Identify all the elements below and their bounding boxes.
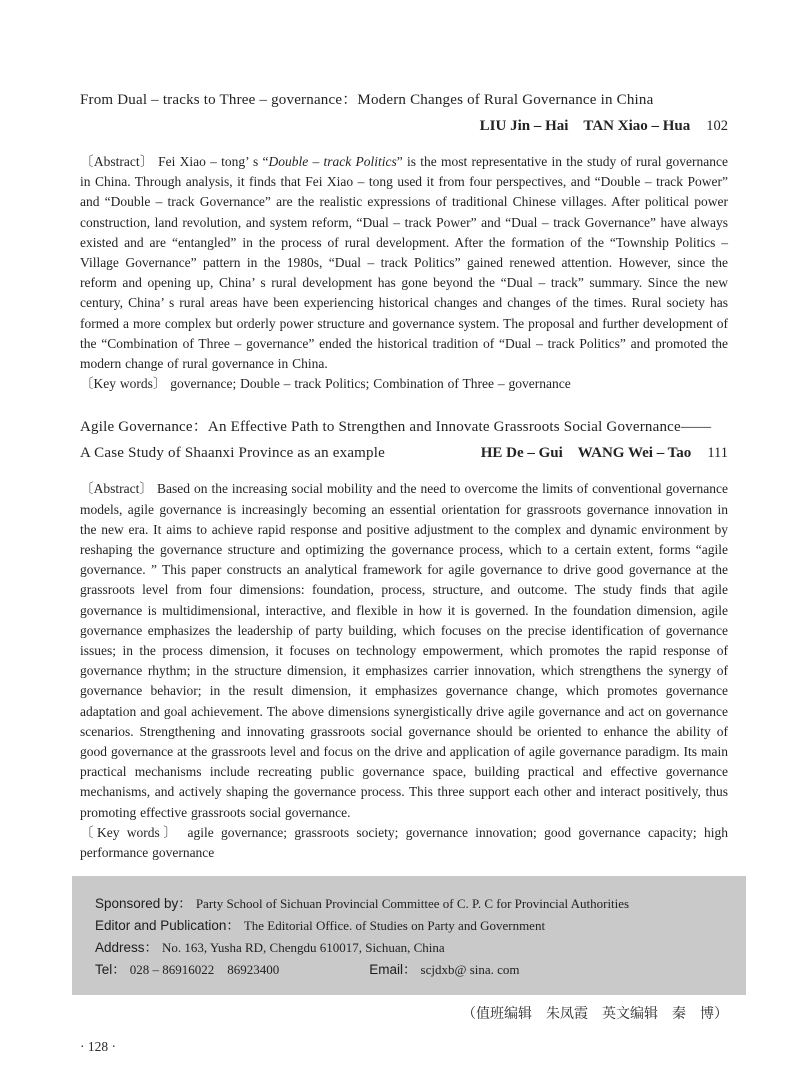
tel-value: 028 – 86916022 86923400 [129,961,280,977]
email-pair [369,959,519,981]
article-1-keywords: 〔Key words〕 governance; Double – track Politics; Combination of Three – governance [80,376,571,392]
article-2-author-names: HE De – Gui WANG Wei – Tao [480,445,692,462]
address-value: No. 163, Yusha RD, Chengdu 610017, Sichuan, China [162,939,445,955]
editor-publication-value: The Editorial Office. of Studies on Party and Government [243,918,546,934]
article-2-subtitle-authors-row [80,441,728,465]
article-1-page-ref: 102 [706,118,728,134]
sponsored-by-label: Sponsored by： [95,896,192,912]
sponsored-by-value: Party School of Sichuan Provincial Committee of C. P. C for Provincial Authorities [195,896,630,912]
article-2-authors-group [481,441,728,462]
publisher-info-box [72,876,746,995]
email-label: Email： [369,961,417,977]
address-row [95,937,722,959]
sponsored-by-row [95,893,722,915]
article-1-title: From Dual – tracks to Three – governance：Modern Changes of Rural Governance in China [80,92,654,108]
page-number: · 128 · [80,1039,116,1055]
article-1-authors-line [80,114,728,138]
tel-label: Tel： [95,961,126,977]
editor-publication-row [95,915,722,937]
tel-email-row [95,959,722,981]
article-2-subtitle: A Case Study of Shaanxi Province as an example [80,445,385,462]
tel-pair [95,959,279,981]
article-2 [80,415,728,863]
article-2-keywords: 〔Key words〕 agile governance; grassroots society; governance innovation; good governance capacity; high performance governance [80,824,728,861]
article-2-page-ref: 111 [707,445,728,462]
article-1 [80,88,728,394]
email-value: scjdxb@ sina. com [420,961,520,977]
editor-publication-label: Editor and Publication： [95,918,240,934]
article-1-abstract: 〔Abstract〕 Fei Xiao – tong’ s “Double – track Politics” is the most representative in the study of rural governance in China. Through analysis, it finds that Fei Xiao – tong used it from four perspectives, and “Double – track Power” and “Double – track Governance” are the realistic expressions of traditional Chinese villages. After political power construction, land revolution, and system reform, “Dual – track Power” and “Dual – track Governance” have always existed and are “entangled” in the process of rural development. After the formation of the “Township Politics – Village Governance” pattern in the 1980s, “Dual – track Politics” gained renewed attention. However, since the reform and opening up, China’ s rural development has gone beyond the “Dual – track” summary. Since the new century, China’ s rural areas have been experiencing historical changes and changes of the times. Rural society has formed a more complex but orderly power structure and governance system. The proposal and further development of the “Combination of Three – governance” ended the historical tradition of “Dual – track Politics” and promoted the modern change of rural governance in China. [80,154,728,372]
address-label: Address： [95,939,159,955]
duty-editor-note: （值班编辑 朱凤霞 英文编辑 秦 博） [462,1007,728,1023]
article-2-title: Agile Governance：An Effective Path to Strengthen and Innovate Grassroots Social Governance—— [80,419,712,436]
article-2-abstract: 〔Abstract〕 Based on the increasing social mobility and the need to overcome the limits of conventional governance models, agile governance is increasingly becoming an essential orientation for grassroots governance innovation in the new era. It aims to achieve rapid response and positive adjustment to the complex and dynamic environment by reshaping the governance structure and optimizing the governance process, which to a certain extent, forms “agile governance. ” This paper constructs an analytical framework for agile governance to drive good governance at the grassroots level from four dimensions: foundation, process, structure, and outcome. The study finds that agile governance is multidimensional, interactive, and flexible in how it is governed. In the foundation dimension, agile governance emphasizes the leadership of party building, which focuses on the precise identification of governance issues; in the process dimension, it focuses on technology empowerment, which promotes the rapid response of governance rhythm; in the structure dimension, it emphasizes carrier innovation, which strengthens the synergy of governance behavior; in the result dimension, it emphasizes governance change, which promotes governance adaptation and goal achievement. The above dimensions synergistically drive agile governance and act on governance scenarios. Strengthening and innovating grassroots social governance should be oriented to enhance the ability of good governance at the grassroots level and focus on the drive and application of agile governance paradigm. Its main practical mechanisms include recreating public governance space, building practical and effective governance mechanisms, and actively shaping the governance process. This three support each other and interact positively, thus promoting effective grassroots social governance. [80,481,728,820]
article-1-author-names: LIU Jin – Hai TAN Xiao – Hua [479,118,691,134]
